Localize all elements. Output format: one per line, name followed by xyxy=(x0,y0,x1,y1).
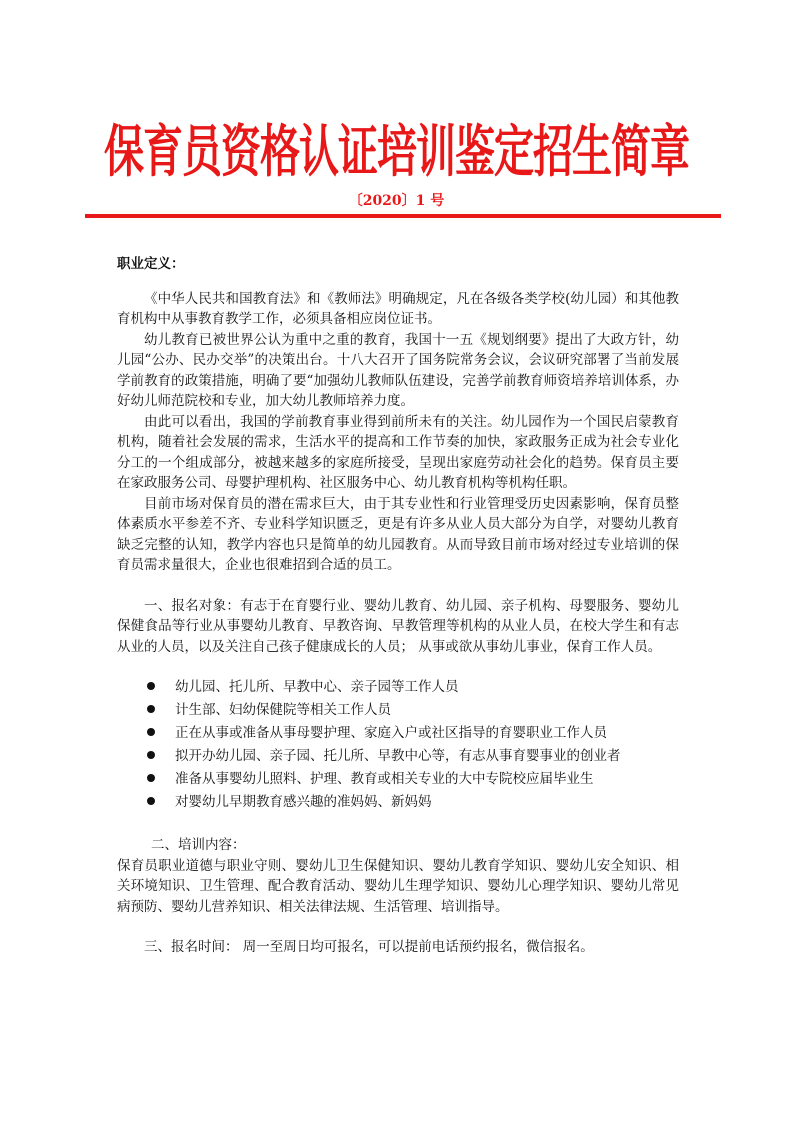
bullet-icon xyxy=(147,728,155,736)
list-item-text: 对婴幼儿早期教育感兴趣的准妈妈、新妈妈 xyxy=(175,794,432,810)
definition-paragraph: 由此可以看出，我国的学前教育事业得到前所未有的关注。幼儿园作为一个国民启蒙教育机构，随着社会发展的需求，生活水平的提高和工作节奏的加快，家政服务正成为社会专业化分工的一个组成部分，被越来越多的家庭所接受，呈现出家庭劳动社会化的趋势。保育员主要在家政服务公司、母婴护理机构、社区服务中心、幼儿教育机构等机构任职。 xyxy=(117,413,679,491)
list-item-text: 拟开办幼儿园、亲子园、托儿所、早教中心等，有志从事育婴事业的创业者 xyxy=(175,748,621,764)
list-item xyxy=(147,723,679,743)
definition-heading: 职业定义： xyxy=(117,256,185,272)
list-item-text: 正在从事或准备从事母婴护理、家庭入户或社区指导的育婴职业工作人员 xyxy=(175,725,607,741)
list-item-text: 准备从事婴幼儿照料、护理、教育或相关专业的大中专院校应届毕业生 xyxy=(175,771,594,787)
list-item-text: 计生部、妇幼保健院等相关工作人员 xyxy=(175,702,391,718)
definition-paragraph: 《中华人民共和国教育法》和《教师法》明确规定，凡在各级各类学校(幼儿园）和其他教育机构中从事教育教学工作，必须具备相应岗位证书。 xyxy=(117,290,680,327)
list-item xyxy=(147,700,679,720)
document-title: 保育员资格认证培训鉴定招生简章 xyxy=(104,120,689,185)
list-item xyxy=(147,792,679,812)
registration-intro: 一、报名对象：有志于在育婴行业、婴幼儿教育、幼儿园、亲子机构、母婴服务、婴幼儿保健食品等行业从事婴幼儿教育、早教咨询、早教管理等机构的从业人员，在校大学生和有志从业的人员，以及关注自己孩子健康成长的人员； 从事或欲从事幼儿事业，保育工作人员。 xyxy=(117,597,679,655)
training-body: 保育员职业道德与职业守则、婴幼儿卫生保健知识、婴幼儿教育学知识、婴幼儿安全知识、相关环境知识、卫生管理、配合教育活动、婴幼儿生理学知识、婴幼儿心理学知识、婴幼儿常见病预防、婴幼儿营养知识、相关法律法规、生活管理、培训指导。 xyxy=(117,857,679,915)
schedule-text: 三、报名时间： 周一至周日均可报名，可以提前电话预约报名，微信报名。 xyxy=(144,939,594,955)
list-item xyxy=(147,746,679,766)
list-item-text: 幼儿园、托儿所、早教中心、亲子园等工作人员 xyxy=(175,679,459,695)
list-item xyxy=(147,677,679,697)
training-heading: 二、培训内容： xyxy=(151,837,246,853)
document-body xyxy=(117,254,679,958)
bullet-icon xyxy=(147,682,155,690)
bullet-icon xyxy=(147,774,155,782)
registration-bullet-list xyxy=(117,677,679,812)
red-divider xyxy=(85,214,721,218)
definition-paragraph: 目前市场对保育员的潜在需求巨大，由于其专业性和行业管理受历史因素影响，保育员整体素质水平参差不齐、专业科学知识匮乏，更是有许多从业人员大部分为自学，对婴幼儿教育缺乏完整的认知，教学内容也只是简单的幼儿园教育。从而导致目前市场对经过专业培训的保育员需求量很大，企业也很难招到合适的员工。 xyxy=(117,495,679,573)
definition-paragraph: 幼儿教育已被世界公认为重中之重的教育，我国十一五《规划纲要》提出了大政方针，幼儿园“公办、民办交举”的决策出台。十八大召开了国务院常务会议，会议研究部署了当前发展学前教育的政策措施，明确了要“加强幼儿教师队伍建设，完善学前教育师资培养培训体系，办好幼儿师范院校和专业，加大幼儿教师培养力度。 xyxy=(117,331,679,409)
bullet-icon xyxy=(147,705,155,713)
bullet-icon xyxy=(147,751,155,759)
document-number: 〔2020〕1 号 xyxy=(348,193,445,209)
bullet-icon xyxy=(147,797,155,805)
list-item xyxy=(147,769,679,789)
